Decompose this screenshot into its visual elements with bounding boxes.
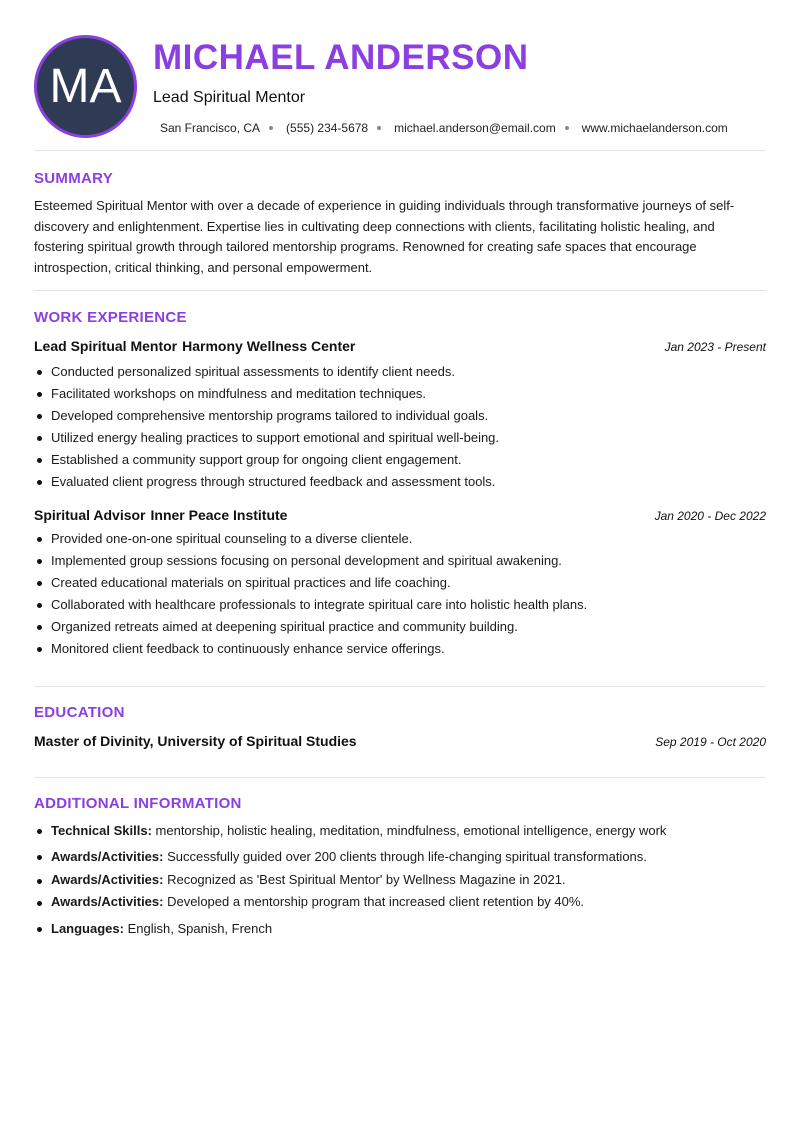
info-label: Technical Skills: (51, 823, 152, 838)
contact-location: San Francisco, CA (160, 121, 261, 135)
list-item: Monitored client feedback to continuously enhance service offerings. (34, 638, 587, 660)
list-item: Utilized energy healing practices to support emotional and spiritual well-being. (34, 427, 499, 449)
info-text: Developed a mentorship program that increased client retention by 40%. (163, 894, 585, 909)
job-role: Lead Spiritual Mentor (34, 338, 178, 354)
info-label: Awards/Activities: (51, 894, 164, 909)
avatar (34, 35, 137, 138)
list-item: Developed comprehensive mentorship programs tailored to individual goals. (34, 405, 499, 427)
job-dates: Jan 2023 - Present (664, 340, 766, 354)
list-item: Facilitated workshops on mindfulness and meditation techniques. (34, 383, 499, 405)
divider (34, 150, 766, 151)
summary-text: Esteemed Spiritual Mentor with over a decade of experience in guiding individuals through transformative journeys of self-discovery and enlightenment. Expertise lies in cultivating deep connections with clients, facilitating holistic healing, and fostering spiritual growth through tailored mentorship programs. Renowned for creating safe spaces that encourage introspection, critical thinking, and personal empowerment. (34, 198, 735, 275)
list-item (34, 869, 666, 891)
list-item: Created educational materials on spiritual practices and life coaching. (34, 572, 587, 594)
work-experience-heading: WORK EXPERIENCE (34, 309, 187, 326)
info-label: Awards/Activities: (51, 849, 164, 864)
education-entry (34, 733, 766, 749)
divider (34, 686, 766, 687)
list-item: Collaborated with healthcare professionals to integrate spiritual care into holistic health plans. (34, 594, 587, 616)
info-text: English, Spanish, French (123, 921, 273, 936)
avatar-initials: MA (49, 60, 122, 113)
list-item (34, 891, 666, 913)
job-title: Lead Spiritual Mentor (153, 89, 306, 106)
job-title-org (34, 338, 355, 356)
info-label: Languages: (51, 921, 124, 936)
list-item: Organized retreats aimed at deepening spiritual practice and community building. (34, 616, 587, 638)
additional-info-heading: ADDITIONAL INFORMATION (34, 795, 242, 812)
list-item (34, 845, 666, 869)
list-item: Conducted personalized spiritual assessments to identify client needs. (34, 361, 499, 383)
education-heading: EDUCATION (34, 704, 125, 721)
list-item (34, 917, 666, 941)
job-bullets (34, 361, 499, 493)
education-degree: Master of Divinity, University of Spiritual Studies (34, 733, 357, 749)
info-text: Successfully guided over 200 clients through life-changing spiritual transformations. (163, 849, 647, 864)
separator-dot (565, 126, 569, 130)
job-title-org (34, 507, 287, 525)
job-org: Harmony Wellness Center (182, 338, 356, 354)
education-dates: Sep 2019 - Oct 2020 (655, 735, 766, 749)
contact-website[interactable]: www.michaelanderson.com (581, 121, 728, 135)
summary-heading: SUMMARY (34, 170, 114, 187)
list-item: Evaluated client progress through structured feedback and assessment tools. (34, 471, 499, 493)
info-text: Recognized as 'Best Spiritual Mentor' by Wellness Magazine in 2021. (163, 872, 566, 887)
divider (34, 777, 766, 778)
job-bullets (34, 528, 587, 660)
info-label: Awards/Activities: (51, 872, 164, 887)
info-text: mentorship, holistic healing, meditation, mindfulness, emotional intelligence, energy work (151, 823, 667, 838)
contact-phone: (555) 234-5678 (286, 121, 369, 135)
list-item: Established a community support group for ongoing client engagement. (34, 449, 499, 471)
job-role: Spiritual Advisor (34, 507, 146, 523)
additional-info-list (34, 819, 666, 941)
list-item: Provided one-on-one spiritual counseling to a diverse clientele. (34, 528, 587, 550)
job-header (34, 507, 766, 525)
list-item: Implemented group sessions focusing on personal development and spiritual awakening. (34, 550, 587, 572)
separator-dot (269, 126, 273, 130)
job-header (34, 338, 766, 356)
contact-email[interactable]: michael.anderson@email.com (394, 121, 556, 135)
job-dates: Jan 2020 - Dec 2022 (654, 509, 766, 523)
separator-dot (377, 126, 381, 130)
contact-row (160, 121, 728, 135)
list-item (34, 819, 666, 843)
divider (34, 290, 766, 291)
job-org: Inner Peace Institute (150, 507, 288, 523)
candidate-name: MICHAEL ANDERSON (153, 38, 529, 77)
